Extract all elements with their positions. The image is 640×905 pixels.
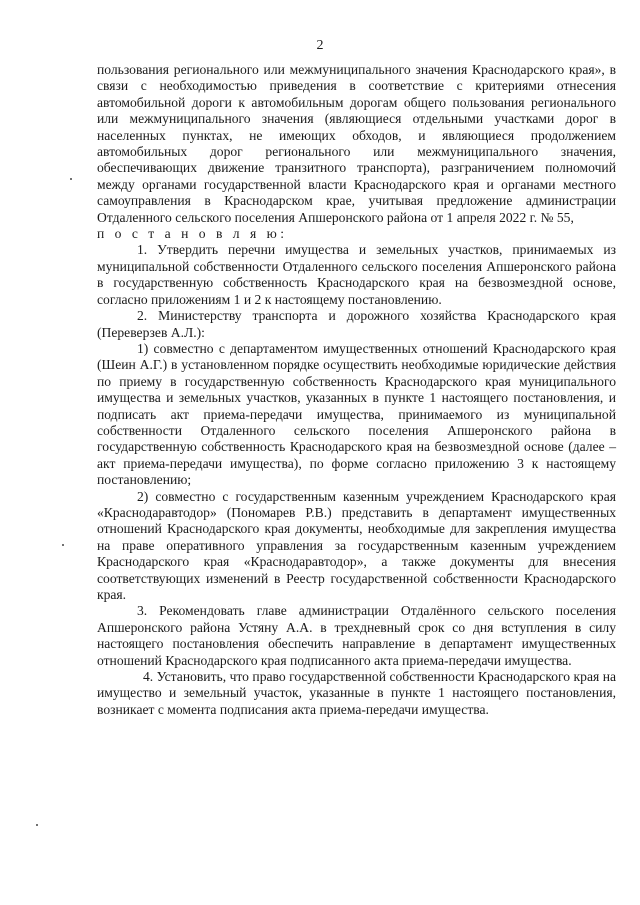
paragraph-2: 2. Министерству транспорта и дорожного хозяйства Краснодарского края (Переверзев А.Л.): (97, 308, 616, 340)
decree-word: п о с т а н о в л я ю: (97, 226, 288, 242)
page-number: 2 (316, 38, 324, 53)
paragraph-2-2: 2) совместно с государственным казенным учреждением Краснодарского края «Краснодаравтодор» (Пономарев Р.В.) представить в департамент имущественных отношений Краснодарского края документы, необходимые для закрепления имущества на праве оперативного управления за государственным казенным учреждением Краснодарского края «Краснодаравтодор», а также документы для внесения соответствующих изменений в Реестр государственной собственности Краснодарского края. (97, 488, 616, 602)
paragraph-3: 3. Рекомендовать главе администрации Отдалённого сельского поселения Апшеронского района Устяну А.А. в трехдневный срок со дня вступления в силу настоящего постановления обеспечить направление в департамент имущественных отношений Краснодарского края подписанного акта приема-передачи имущества. (97, 603, 616, 668)
paragraph-1: 1. Утвердить перечни имущества и земельных участков, принимаемых из муниципальной собственности Отдаленного сельского поселения Апшеронского района в государственную собственность Краснодарского края на безвозмездной основе, согласно приложениям 1 и 2 к настоящему постановлению. (97, 242, 616, 307)
scan-speck (62, 544, 64, 546)
paragraph-2-1: 1) совместно с департаментом имущественных отношений Краснодарского края (Шеин А.Г.) в установленном порядке осуществить необходимые юридические действия по приему в государственную собственность Краснодарского края муниципального имущества и земельных участков, указанных в пункте 1 настоящего постановления, и подписать акт приема-передачи имущества, принимаемого из муниципальной собственности Отдаленного сельского поселения Апшеронского района в государственную собственность Краснодарского края на безвозмездной основе (далее – акт приема-передачи имущества), по форме согласно приложению 3 к настоящему постановлению; (97, 340, 616, 488)
document-body (97, 62, 616, 718)
scan-speck (36, 824, 38, 826)
scan-speck (70, 178, 72, 180)
paragraph-preamble: пользования регионального или межмуниципального значения Краснодарского края», в связи с необходимостью приведения в соответствие с критериями отнесения автомобильной дороги к автомобильным дорогам общего пользования регионального или межмуниципального значения (являющиеся отдельными участками дорог в населенных пунктах, не имеющих обходов, и являющиеся продолжением автомобильных дорог регионального или межмуниципального значения, обеспечивающих движение транзитного транспорта), разграничением полномочий между органами государственной власти Краснодарского края и органами местного самоуправления в Краснодарском крае, учитывая предложение администрации Отдаленного сельского поселения Апшеронского района от 1 апреля 2022 г. № 55, (97, 62, 616, 225)
paragraph-4: 4. Установить, что право государственной собственности Краснодарского края на имущество и земельный участок, указанные в пункте 1 настоящего постановления, возникает с момента подписания акта приема-передачи имущества. (97, 669, 616, 717)
